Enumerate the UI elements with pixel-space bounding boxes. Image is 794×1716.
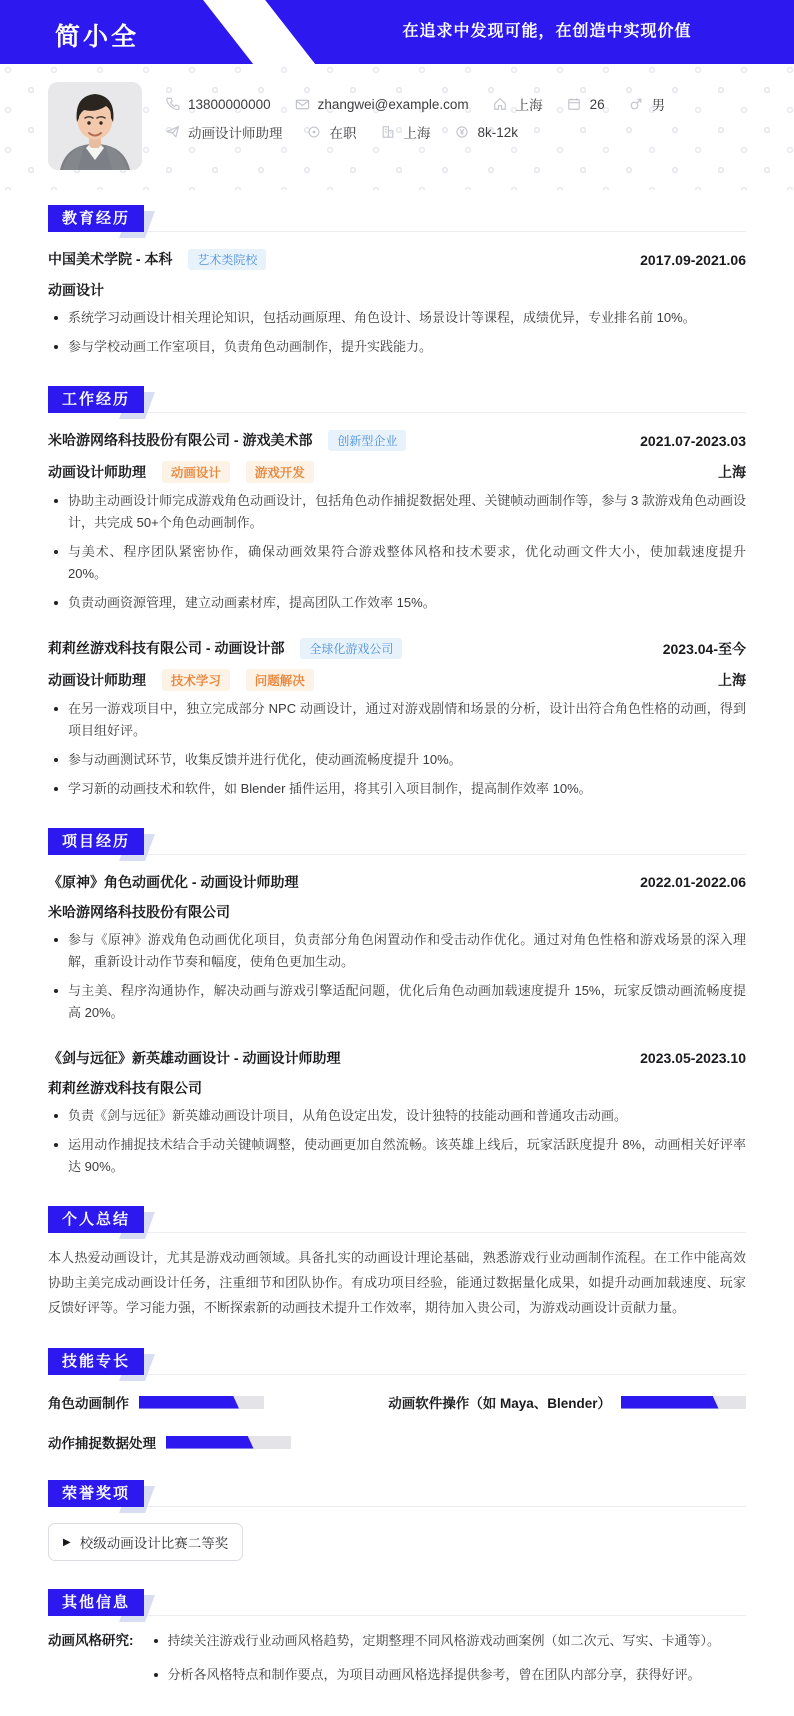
bullet-item: 参与《原神》游戏角色动画优化项目，负责部分角色闲置动作和受击动作优化。通过对角色性格和游戏场景的深入理解，重新设计动作节奏和幅度，使角色更加生动。	[48, 929, 746, 973]
section-title: 个人总结	[48, 1206, 144, 1233]
bullet-item: 在另一游戏项目中，独立完成部分 NPC 动画设计，通过对游戏剧情和场景的分析，设计出符合角色性格的动画，得到项目组好评。	[48, 698, 746, 742]
bullet-item: 分析各风格特点和制作要点，为项目动画风格选择提供参考，曾在团队内部分享，获得好评。	[148, 1664, 747, 1686]
project-bullets	[48, 929, 746, 1024]
project-date: 2023.05-2023.10	[640, 1050, 746, 1066]
section-rule	[48, 1615, 746, 1616]
status-icon	[307, 125, 322, 140]
work-location: 上海	[718, 464, 746, 480]
top-banner	[0, 0, 794, 64]
diagonal-stripe	[200, 0, 321, 64]
bullet-item: 学习新的动画技术和软件，如 Blender 插件运用，将其引入项目制作，提高制作效率 10%。	[48, 778, 746, 800]
section-header-work	[48, 386, 746, 413]
profile-header	[0, 64, 794, 190]
role-line	[48, 461, 314, 483]
project-name: 《剑与远征》新英雄动画设计 - 动画设计师助理	[48, 1050, 341, 1066]
phone-icon	[165, 97, 180, 112]
work-bullets	[48, 698, 746, 800]
skill-item	[388, 1392, 746, 1412]
bullet-item: 负责动画资源管理，建立动画素材库，提高团队工作效率 15%。	[48, 592, 746, 614]
bullet-item: 运用动作捕捉技术结合手动关键帧调整，使动画更加自然流畅。该英雄上线后，玩家活跃度提升 8%，动画相关好评率达 90%。	[48, 1134, 746, 1178]
work-entry-header	[48, 638, 746, 659]
section-title: 项目经历	[48, 828, 144, 855]
school-line	[48, 249, 266, 270]
skill-bar	[621, 1396, 746, 1409]
company-tag: 创新型企业	[328, 430, 406, 451]
skill-list	[48, 1392, 746, 1452]
role-name: 动画设计师助理	[48, 672, 146, 688]
bullet-item: 参与学校动画工作室项目，负责角色动画制作，提升实践能力。	[48, 336, 746, 358]
work-entry-header	[48, 430, 746, 451]
age-value: 26	[589, 96, 605, 112]
city-value: 上海	[403, 126, 431, 141]
education-bullets	[48, 307, 746, 358]
job-intent-icon	[165, 125, 180, 140]
home-icon	[493, 97, 508, 112]
skill-item	[48, 1392, 328, 1412]
skill-bar-fill	[166, 1436, 254, 1449]
role-name: 动画设计师助理	[48, 464, 146, 480]
skill-label: 角色动画制作	[48, 1396, 129, 1411]
resume-body	[0, 205, 794, 1716]
skill-label: 动作捕捉数据处理	[48, 1436, 156, 1451]
section-title: 技能专长	[48, 1348, 144, 1375]
salary-icon	[455, 125, 470, 140]
section-rule	[48, 231, 746, 232]
work-date: 2023.04-至今	[662, 640, 746, 657]
bullet-item: 负责《剑与远征》新英雄动画设计项目，从角色设定出发，设计独特的技能动画和普通攻击动画。	[48, 1105, 746, 1127]
education-date: 2017.09-2021.06	[640, 251, 746, 268]
work-role-row	[48, 669, 746, 691]
work-date: 2021.07-2023.03	[640, 432, 746, 449]
project-entry-header	[48, 872, 746, 892]
bullet-item: 协助主动画设计师完成游戏角色动画设计，包括角色动作捕捉数据处理、关键帧动画制作等，参与 3 款游戏角色动画设计，共完成 50+个角色动画制作。	[48, 490, 746, 534]
section-title: 荣誉奖项	[48, 1480, 144, 1507]
skill-label: 动画软件操作（如 Maya、Blender）	[388, 1396, 611, 1411]
project-bullets	[48, 1105, 746, 1178]
project-name: 《原神》角色动画优化 - 动画设计师助理	[48, 874, 299, 890]
school-name: 中国美术学院 - 本科	[48, 251, 173, 267]
section-rule	[48, 1374, 746, 1375]
education-entry-header	[48, 249, 746, 270]
contact-info	[165, 82, 689, 190]
location-value: zhangwei@example.com	[317, 96, 469, 112]
company-name: 莉莉丝游戏科技有限公司 - 动画设计部	[48, 640, 285, 656]
company-line	[48, 638, 402, 659]
skill-bar-fill	[139, 1396, 239, 1409]
section-title: 其他信息	[48, 1589, 144, 1616]
section-rule	[48, 1506, 746, 1507]
section-header-honors	[48, 1480, 746, 1507]
city-icon	[381, 125, 396, 140]
brand-logo: 简小全	[55, 23, 140, 51]
other-info-bullets	[148, 1630, 747, 1698]
job-intent-value: 动画设计师助理	[188, 126, 283, 141]
section-header-projects	[48, 828, 746, 855]
skill-bar	[139, 1396, 264, 1409]
project-company: 莉莉丝游戏科技有限公司	[48, 1080, 202, 1096]
role-tag: 游戏开发	[246, 461, 314, 483]
skill-item	[48, 1432, 328, 1452]
contact-row-1	[165, 90, 689, 118]
age-icon	[567, 97, 582, 112]
role-tag: 动画设计	[162, 461, 230, 483]
company-name: 米哈游网络科技股份有限公司 - 游戏美术部	[48, 432, 313, 448]
phone-value: 13800000000	[188, 96, 271, 112]
role-tag: 问题解决	[246, 669, 314, 691]
school-tag: 艺术类院校	[188, 249, 266, 270]
gender-icon	[629, 97, 644, 112]
work-role-row	[48, 461, 746, 483]
summary-text: 本人热爱动画设计，尤其是游戏动画领域。具备扎实的动画设计理论基础，熟悉游戏行业动画制作流程。在工作中能高效协助主美完成动画设计任务，注重细节和团队协作。有成功项目经验，能通过数据量化成果，如提升动画加载速度、玩家反馈好评等。学习能力强，不断探索新的动画技术提升工作效率，期待加入贵公司，为游戏动画设计贡献力量。	[48, 1250, 746, 1315]
role-line	[48, 669, 314, 691]
role-tag: 技术学习	[162, 669, 230, 691]
slogan-text: 在追求中发现可能，在创造中实现价值	[402, 23, 692, 40]
project-company: 米哈游网络科技股份有限公司	[48, 904, 230, 920]
section-rule	[48, 1232, 746, 1233]
skill-bar-fill	[621, 1396, 719, 1409]
other-info-row	[48, 1630, 746, 1698]
contact-row-2	[165, 118, 689, 146]
project-entry-header	[48, 1048, 746, 1068]
play-triangle-icon: ▶	[63, 1536, 71, 1548]
work-location: 上海	[718, 672, 746, 688]
company-tag: 全球化游戏公司	[300, 638, 402, 659]
section-title: 工作经历	[48, 386, 144, 413]
other-info-label: 动画风格研究:	[48, 1633, 134, 1648]
gender-value: 男	[651, 98, 666, 113]
salary-value: 8k-12k	[477, 124, 519, 140]
company-line	[48, 430, 406, 451]
honor-item[interactable]	[48, 1523, 243, 1561]
section-rule	[48, 412, 746, 413]
work-bullets	[48, 490, 746, 614]
bullet-item: 与主美、程序沟通协作，解决动画与游戏引擎适配问题，优化后角色动画加载速度提升 15%，玩家反馈动画流畅度提高 20%。	[48, 980, 746, 1024]
bullet-item: 参与动画测试环节，收集反馈并进行优化，使动画流畅度提升 10%。	[48, 749, 746, 771]
education-major: 动画设计	[48, 282, 104, 298]
section-header-other	[48, 1589, 746, 1616]
avatar	[48, 82, 142, 170]
section-header-summary	[48, 1206, 746, 1233]
skill-bar	[166, 1436, 291, 1449]
section-title: 教育经历	[48, 205, 144, 232]
hometown-value: 上海	[515, 98, 543, 113]
bullet-item: 系统学习动画设计相关理论知识，包括动画原理、角色设计、场景设计等课程，成绩优异，专业排名前 10%。	[48, 307, 746, 329]
status-value: 在职	[329, 126, 357, 141]
section-header-skills	[48, 1348, 746, 1375]
email-icon	[295, 97, 310, 112]
honor-label: 校级动画设计比赛二等奖	[79, 1536, 229, 1551]
section-header-education	[48, 205, 746, 232]
bullet-item: 与美术、程序团队紧密协作，确保动画效果符合游戏整体风格和技术要求，优化动画文件大小，使加载速度提升 20%。	[48, 541, 746, 585]
bullet-item: 持续关注游戏行业动画风格趋势，定期整理不同风格游戏动画案例（如二次元、写实、卡通等）。	[148, 1630, 747, 1652]
project-date: 2022.01-2022.06	[640, 874, 746, 890]
section-rule	[48, 854, 746, 855]
